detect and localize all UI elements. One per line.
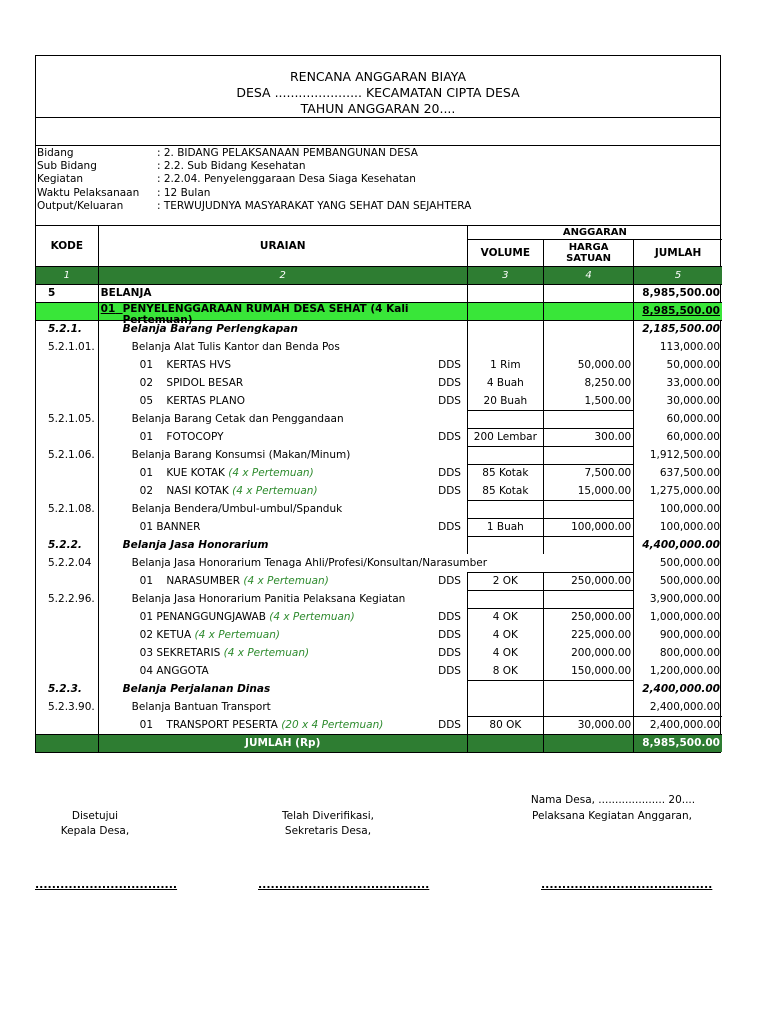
column-number-row: [36, 266, 722, 284]
row-harga: 1,500.00: [543, 392, 633, 410]
signature-left: [30, 809, 160, 839]
row-jumlah: 60,000.00: [634, 410, 722, 428]
table-row: [36, 410, 722, 428]
table-row: [36, 626, 722, 644]
item-name: 01 PENANGGUNGJAWAB: [139, 611, 266, 623]
title-line-3: TAHUN ANGGARAN 20....: [300, 101, 456, 116]
row-harga: 200,000.00: [543, 644, 633, 662]
table-row: [36, 428, 722, 446]
col-num: 3: [467, 266, 543, 284]
signature-line-right: .........................................: [541, 878, 713, 891]
item-note: (4 x Pertemuan): [243, 575, 329, 587]
row-volume: 4 Buah: [467, 374, 543, 392]
info-label: Sub Bidang: [37, 160, 97, 173]
item-name: 01 BANNER: [98, 518, 434, 536]
row-jumlah: 900,000.00: [634, 626, 722, 644]
info-row-sub-bidang: [36, 160, 720, 173]
row-kode: 5.2.1.08.: [48, 503, 95, 515]
table-row: [36, 482, 722, 500]
total-label: JUMLAH (Rp): [98, 734, 467, 752]
row-harga: 8,250.00: [543, 374, 633, 392]
row-harga: 150,000.00: [543, 662, 633, 680]
row-harga: 300.00: [543, 428, 633, 446]
row-no: 01: [139, 431, 154, 443]
col-num: 4: [543, 266, 633, 284]
header-uraian: URAIAN: [98, 226, 467, 266]
row-no: 02: [139, 377, 154, 389]
table-row: [36, 392, 722, 410]
row-harga: 50,000.00: [543, 356, 633, 374]
row-jumlah: 2,185,500.00: [634, 320, 722, 338]
header-anggaran: ANGGARAN: [467, 226, 722, 239]
row-source: DDS: [438, 647, 461, 659]
title-line-2: DESA ...................... KECAMATAN CIPTA DESA: [236, 85, 520, 100]
row-source: DDS: [438, 521, 461, 533]
item-note: (4 x Pertemuan): [232, 485, 318, 497]
row-source: DDS: [438, 718, 461, 731]
row-jumlah: 100,000.00: [634, 500, 722, 518]
row-jumlah: 500,000.00: [634, 554, 722, 572]
table-row: [36, 356, 722, 374]
item-name: 03 SEKRETARIS: [139, 647, 221, 659]
row-source: DDS: [438, 431, 461, 443]
row-harga: 250,000.00: [543, 572, 633, 590]
header-harga-satuan: [543, 239, 633, 266]
row-source: DDS: [438, 395, 461, 407]
table-row: [36, 716, 722, 734]
item-name: NARASUMBER: [166, 575, 241, 587]
total-row: [36, 734, 722, 752]
item-note: (4 x Pertemuan): [228, 467, 314, 479]
row-uraian: [98, 716, 434, 734]
row-harga: 100,000.00: [543, 518, 633, 536]
row-source: DDS: [438, 575, 461, 587]
row-kode: 5.2.1.05.: [48, 413, 95, 425]
row-source: DDS: [438, 359, 461, 371]
item-note: (4 x Pertemuan): [269, 611, 355, 623]
row-jumlah: 60,000.00: [634, 428, 722, 446]
header-row: [36, 226, 722, 239]
table-row: [36, 536, 722, 554]
row-no: 01: [139, 575, 154, 587]
row-uraian: Belanja Bantuan Transport: [98, 698, 467, 716]
table-row: [36, 590, 722, 608]
table-row: [36, 446, 722, 464]
col-num: 1: [36, 266, 98, 284]
row-jumlah: 4,400,000.00: [634, 536, 722, 554]
table-row: [36, 338, 722, 356]
row-source: DDS: [438, 629, 461, 641]
row-kode: 5.2.1.01.: [48, 341, 95, 353]
row-volume: 8 OK: [467, 662, 543, 680]
info-row-kegiatan: [36, 173, 720, 186]
signature-mid-line1: Telah Diverifikasi,: [281, 810, 374, 822]
row-jumlah: 30,000.00: [634, 392, 722, 410]
row-volume: 200 Lembar: [467, 428, 543, 446]
header-kode: KODE: [36, 226, 98, 266]
row-uraian: [98, 464, 434, 482]
item-note: (4 x Pertemuan): [223, 647, 310, 659]
row-uraian: Belanja Perjalanan Dinas: [98, 680, 467, 698]
info-value: : 2.2.04. Penyelenggaraan Desa Siaga Kesehatan: [157, 173, 416, 186]
table-row: [36, 572, 722, 590]
row-jumlah: 2,400,000.00: [634, 716, 722, 734]
row-no: 01: [139, 718, 154, 731]
row-jumlah: 1,275,000.00: [634, 482, 722, 500]
item-name: KERTAS HVS: [166, 359, 231, 371]
row-jumlah: 8,985,500.00: [634, 302, 722, 320]
col-num: 2: [98, 266, 467, 284]
row-jumlah: 800,000.00: [634, 644, 722, 662]
row-kode: 5.2.3.: [48, 683, 82, 695]
item-name: 04 ANGGOTA: [98, 662, 434, 680]
row-uraian: [98, 356, 434, 374]
row-volume: 85 Kotak: [467, 464, 543, 482]
row-volume: 80 OK: [467, 716, 543, 734]
row-jumlah: 1,000,000.00: [634, 608, 722, 626]
info-value: : 12 Bulan: [157, 186, 211, 199]
table-row: [36, 608, 722, 626]
info-label: Waktu Pelaksanaan: [37, 186, 140, 199]
row-source: DDS: [438, 467, 461, 479]
item-name: NASI KOTAK: [166, 485, 229, 497]
row-source: DDS: [438, 485, 461, 497]
row-uraian: [98, 374, 434, 392]
info-row-bidang: [36, 147, 720, 160]
signature-middle: [248, 809, 408, 839]
row-kode: 5.2.1.06.: [48, 449, 95, 461]
document-title: [36, 56, 720, 118]
signature-mid-line2: Sekretaris Desa,: [284, 825, 372, 837]
item-name: KERTAS PLANO: [166, 395, 245, 407]
row-uraian: [98, 572, 434, 590]
header-volume: VOLUME: [467, 239, 543, 266]
row-jumlah: 1,912,500.00: [634, 446, 722, 464]
info-value: : 2.2. Sub Bidang Kesehatan: [157, 160, 306, 173]
row-source: DDS: [438, 665, 461, 677]
row-volume: 20 Buah: [467, 392, 543, 410]
row-uraian: Belanja Barang Konsumsi (Makan/Minum): [98, 446, 467, 464]
signature-place-date: Nama Desa, .................... 20....: [530, 794, 696, 806]
total-jumlah: 8,985,500.00: [634, 734, 722, 752]
blank-row: [36, 118, 720, 146]
row-volume: 1 Buah: [467, 518, 543, 536]
header-jumlah: JUMLAH: [634, 239, 722, 266]
table-row: [36, 554, 722, 572]
row-harga: 30,000.00: [543, 716, 633, 734]
table-row: [36, 374, 722, 392]
row-uraian: Belanja Alat Tulis Kantor dan Benda Pos: [98, 338, 467, 356]
row-no: 01: [139, 359, 154, 371]
row-no: 05: [139, 395, 154, 407]
budget-table: [36, 226, 722, 752]
row-uraian: [98, 302, 467, 326]
header-harga-satuan-label: HARGA SATUAN: [566, 241, 612, 264]
row-harga: 250,000.00: [543, 608, 633, 626]
row-no: 01: [139, 467, 154, 479]
row-kode: 5.2.2.96.: [48, 593, 95, 605]
row-kode: 5.2.3.90.: [48, 701, 95, 713]
row-uraian: [98, 644, 434, 662]
activity-info: [36, 146, 720, 226]
row-uraian: Belanja Jasa Honorarium Panitia Pelaksana Kegiatan: [98, 590, 467, 608]
row-volume: 1 Rim: [467, 356, 543, 374]
row-jumlah: 2,400,000.00: [634, 680, 722, 698]
signature-line-left: ..................................: [35, 878, 178, 891]
row-kode: 5: [48, 287, 56, 299]
row-uraian: [98, 482, 434, 500]
col-num: 5: [634, 266, 722, 284]
table-row: [36, 698, 722, 716]
table-row: [36, 320, 722, 338]
table-row: [36, 500, 722, 518]
item-note: (20 x 4 Pertemuan): [281, 718, 384, 731]
row-volume: 2 OK: [467, 572, 543, 590]
row-kode: 5.2.1.: [36, 320, 98, 338]
info-value: : TERWUJUDNYA MASYARAKAT YANG SEHAT DAN SEJAHTERA: [157, 199, 472, 212]
table-row: [36, 518, 722, 536]
row-uraian: Belanja Barang Perlengkapan: [98, 320, 467, 338]
row-jumlah: 1,200,000.00: [634, 662, 722, 680]
row-source: DDS: [438, 377, 461, 389]
signature-right: Pelaksana Kegiatan Anggaran,: [532, 810, 692, 822]
row-harga: 7,500.00: [543, 464, 633, 482]
row-jumlah: 113,000.00: [634, 338, 722, 356]
row-no: 01: [100, 302, 116, 315]
budget-sheet: [35, 55, 721, 753]
item-name: SPIDOL BESAR: [166, 377, 244, 389]
info-label: Output/Keluaran: [37, 199, 124, 212]
table-row: [36, 302, 722, 320]
row-volume: 4 OK: [467, 626, 543, 644]
table-row: [36, 464, 722, 482]
table-row: [36, 284, 722, 302]
title-line-1: RENCANA ANGGARAN BIAYA: [289, 69, 467, 84]
row-uraian: [98, 392, 434, 410]
row-uraian: Belanja Jasa Honorarium: [98, 536, 467, 554]
info-row-waktu: [36, 187, 720, 200]
row-volume: 85 Kotak: [467, 482, 543, 500]
row-harga: 225,000.00: [543, 626, 633, 644]
row-uraian: Belanja Bendera/Umbul-umbul/Spanduk: [98, 500, 467, 518]
row-volume: 4 OK: [467, 644, 543, 662]
info-row-output: [36, 200, 720, 213]
item-name: FOTOCOPY: [166, 431, 224, 443]
table-row: [36, 662, 722, 680]
signature-line-middle: .........................................: [258, 878, 430, 891]
row-jumlah: 500,000.00: [634, 572, 722, 590]
row-jumlah: 50,000.00: [634, 356, 722, 374]
row-uraian: Belanja Jasa Honorarium Tenaga Ahli/Profesi/Konsultan/Narasumber: [98, 554, 543, 572]
row-uraian-text: PENYELENGGARAAN RUMAH DESA SEHAT (4 Kali Pertemuan): [122, 302, 409, 326]
info-value: : 2. BIDANG PELAKSANAAN PEMBANGUNAN DESA: [157, 147, 418, 159]
item-name: KUE KOTAK: [166, 467, 225, 479]
row-source: DDS: [438, 611, 461, 623]
row-no: 02: [139, 485, 154, 497]
row-uraian: [98, 428, 434, 446]
row-kode: 5.2.2.: [48, 539, 82, 551]
row-jumlah: 8,985,500.00: [634, 284, 722, 302]
row-harga: 15,000.00: [543, 482, 633, 500]
row-jumlah: 637,500.00: [634, 464, 722, 482]
row-jumlah: 2,400,000.00: [634, 698, 722, 716]
item-name: TRANSPORT PESERTA: [166, 718, 278, 731]
row-uraian: [98, 626, 434, 644]
item-name: 02 KETUA: [139, 629, 192, 641]
info-label: Bidang: [37, 147, 74, 159]
signature-left-line2: Kepala Desa,: [60, 825, 130, 837]
row-jumlah: 3,900,000.00: [634, 590, 722, 608]
table-row: [36, 644, 722, 662]
row-uraian: Belanja Barang Cetak dan Penggandaan: [98, 410, 467, 428]
info-label: Kegiatan: [37, 173, 84, 186]
row-volume: 4 OK: [467, 608, 543, 626]
row-uraian: [98, 608, 434, 626]
item-note: (4 x Pertemuan): [194, 629, 280, 641]
signature-left-line1: Disetujui: [71, 810, 119, 822]
table-row: [36, 680, 722, 698]
row-uraian: BELANJA: [98, 284, 467, 302]
row-jumlah: 33,000.00: [634, 374, 722, 392]
row-jumlah: 100,000.00: [634, 518, 722, 536]
row-kode: 5.2.2.04: [48, 557, 92, 569]
